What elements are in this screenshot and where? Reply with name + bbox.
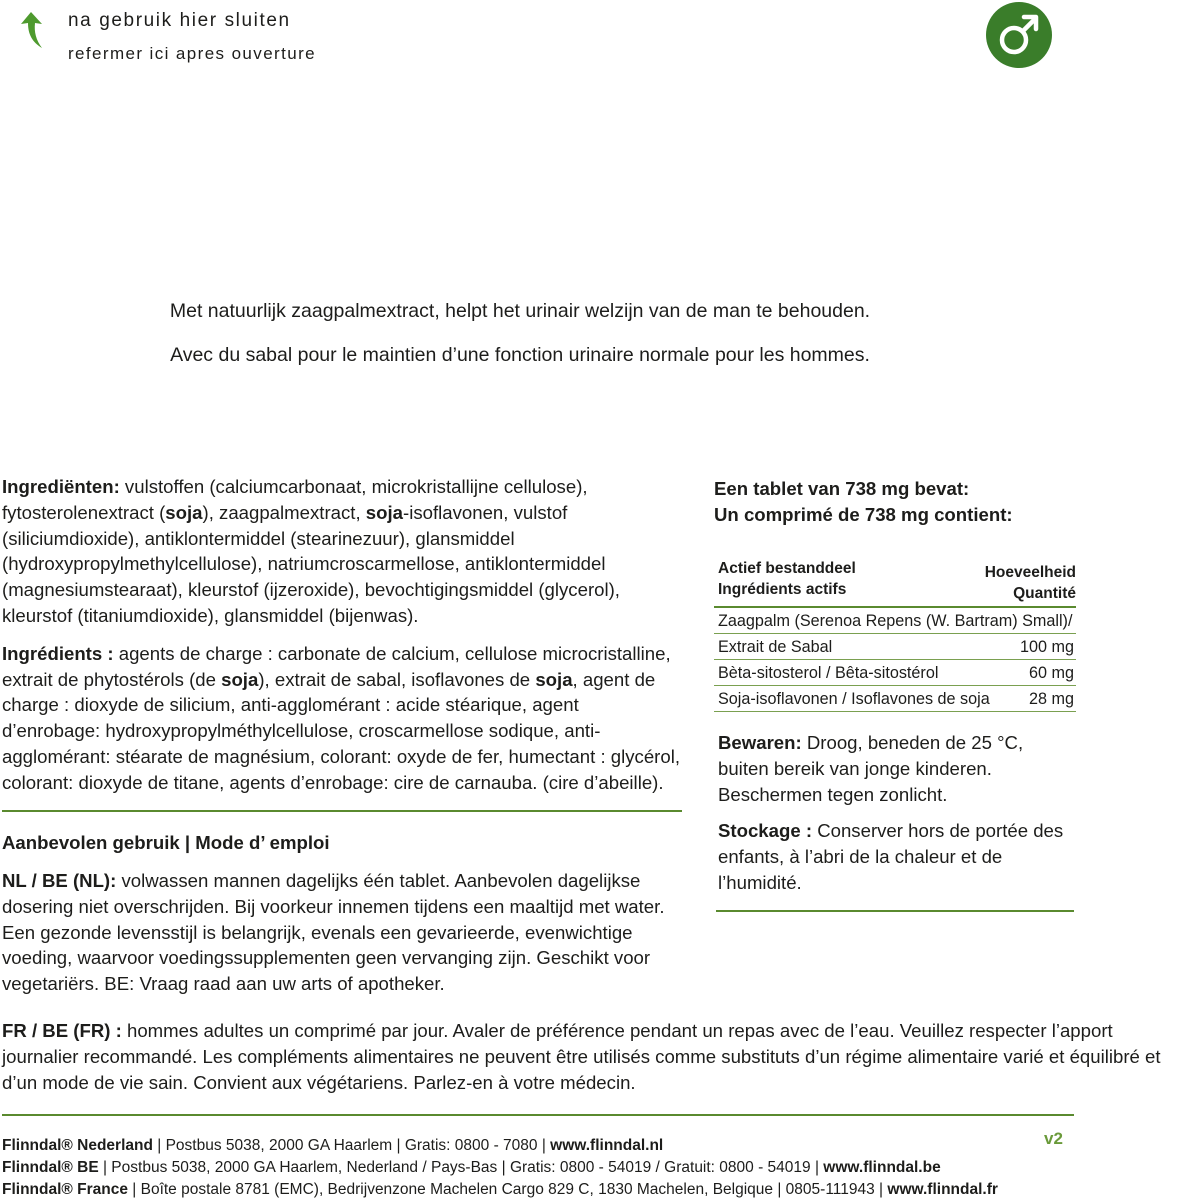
storage-nl: Bewaren: Droog, beneden de 25 °C, buiten bereik van jonge kinderen. Beschermen tegen zonlicht.	[718, 732, 1024, 805]
table-row: Extrait de Sabal 100 mg	[714, 634, 1076, 660]
footer-fr: Flinndal® France | Boîte postale 8781 (EMC), Bedrijvenzone Machelen Cargo 829 C, 1830 Machelen, Belgique | 0805-111943 | www.flinndal.fr	[2, 1181, 998, 1198]
table-row: Bèta-sitosterol / Bêta-sitostérol 60 mg	[714, 660, 1076, 686]
footer-nl: Flinndal® Nederland | Postbus 5038, 2000 GA Haarlem | Gratis: 0800 - 7080 | www.flinndal.nl	[2, 1137, 664, 1154]
composition-heading-fr: Un comprimé de 738 mg contient:	[714, 504, 1013, 525]
tagline-nl: Met natuurlijk zaagpalmextract, helpt het urinair welzijn van de man te behouden.	[169, 300, 871, 322]
footer-be: Flinndal® BE | Postbus 5038, 2000 GA Haarlem, Nederland / Pays-Bas | Gratis: 0800 - 54019 / Gratuit: 0800 - 54019 | www.flinndal.be	[2, 1159, 941, 1176]
ingredients-fr: Ingrédients : agents de charge : carbonate de calcium, cellulose microcristalline, extrait de phytostérols (de soja), extrait de sabal, isoflavones de soja, agent de charge : dioxyde de silicium, anti-agglomérant : acide stéarique, agent d’enrobage: hydroxypropylméthylcellulose, croscarmellose sodique, anti-agglomérant: stéarate de magnésium, colorant: oxyde de fer, humectant : glycérol, colorant: dioxyde de titane, agents d’enrobage: cire de carnauba. (cire d’abeille).	[2, 642, 681, 793]
website-link-nl[interactable]: www.flinndal.nl	[550, 1137, 664, 1154]
close-label-fr: refermer ici apres ouverture	[68, 44, 316, 63]
up-arrow-icon	[18, 10, 44, 50]
ingredients-fr-label: Ingrédients :	[2, 642, 114, 664]
usage-nl: NL / BE (NL): volwassen mannen dagelijks één tablet. Aanbevolen dagelijkse dosering niet overschrijden. Bij voorkeur innemen tijdens een maaltijd met water. Een gezonde levensstijl is belangrijk, evenals een gevarieerde, evenwichtige voeding, waarvoor voedingssupplementen geen vervanging zijn. Geschikt voor vegetariërs. BE: Vraag raad aan uw arts of apotheker.	[2, 870, 665, 995]
divider	[716, 910, 1074, 912]
ingredients-nl-label: Ingrediënten:	[2, 476, 120, 497]
website-link-be[interactable]: www.flinndal.be	[823, 1159, 941, 1176]
divider	[2, 810, 682, 812]
divider	[2, 1114, 1074, 1116]
storage-fr: Stockage : Conserver hors de portée des enfants, à l’abri de la chaleur et de l’humidité.	[718, 820, 1064, 893]
usage-title: Aanbevolen gebruik | Mode d’ emploi	[2, 832, 330, 853]
close-label-nl: na gebruik hier sluiten	[68, 10, 291, 31]
composition-section: Een tablet van 738 mg bevat: Un comprimé de 738 mg contient: Actief bestanddeel Ingrédients actifs Hoeveelheid Quantité Zaagpalm (Serenoa Repens (W. Bartram) Small)/ Extrait de Sabal 100 mg Bèta-sitosterol / Bêta-sitostérol 60 mg Soja-isoflavonen / Isoflavones de soja 28 mg	[714, 476, 1076, 528]
version-label: v2	[1044, 1129, 1063, 1148]
composition-heading-nl: Een tablet van 738 mg bevat:	[714, 478, 970, 499]
usage-fr: FR / BE (FR) : hommes adultes un comprimé par jour. Avaler de préférence pendant un repas avec de l’eau. Veuillez respecter l’apport journalier recommandé. Les compléments alimentaires ne peuvent être utilisés comme substituts d’un régime alimentaire varié et équilibré et d’un mode de vie sain. Convient aux végétariens. Parlez-en à votre médecin.	[2, 1020, 1161, 1093]
male-symbol-icon	[986, 2, 1052, 68]
table-row: Soja-isoflavonen / Isoflavones de soja 28 mg	[714, 686, 1076, 712]
website-link-fr[interactable]: www.flinndal.fr	[887, 1181, 998, 1198]
table-row: Zaagpalm (Serenoa Repens (W. Bartram) Small)/	[714, 608, 1076, 634]
tagline-fr: Avec du sabal pour le maintien d’une fonction urinaire normale pour les hommes.	[170, 344, 870, 366]
ingredients-section	[2, 474, 682, 796]
ingredients-nl: Ingrediënten: vulstoffen (calciumcarbonaat, microkristallijne cellulose), fytosterolenextract (soja), zaagpalmextract, soja-isoflavonen, vulstof (siliciumdioxide), antiklontermiddel (stearinezuur), glansmiddel (hydroxypropylmethylcellulose), natriumcroscarmellose, antiklontermiddel (magnesiumstearaat), kleurstof (ijzeroxide), bevochtigingsmiddel (glycerol), kleurstof (titaniumdioxide), glansmiddel (bijenwas).	[2, 476, 620, 626]
